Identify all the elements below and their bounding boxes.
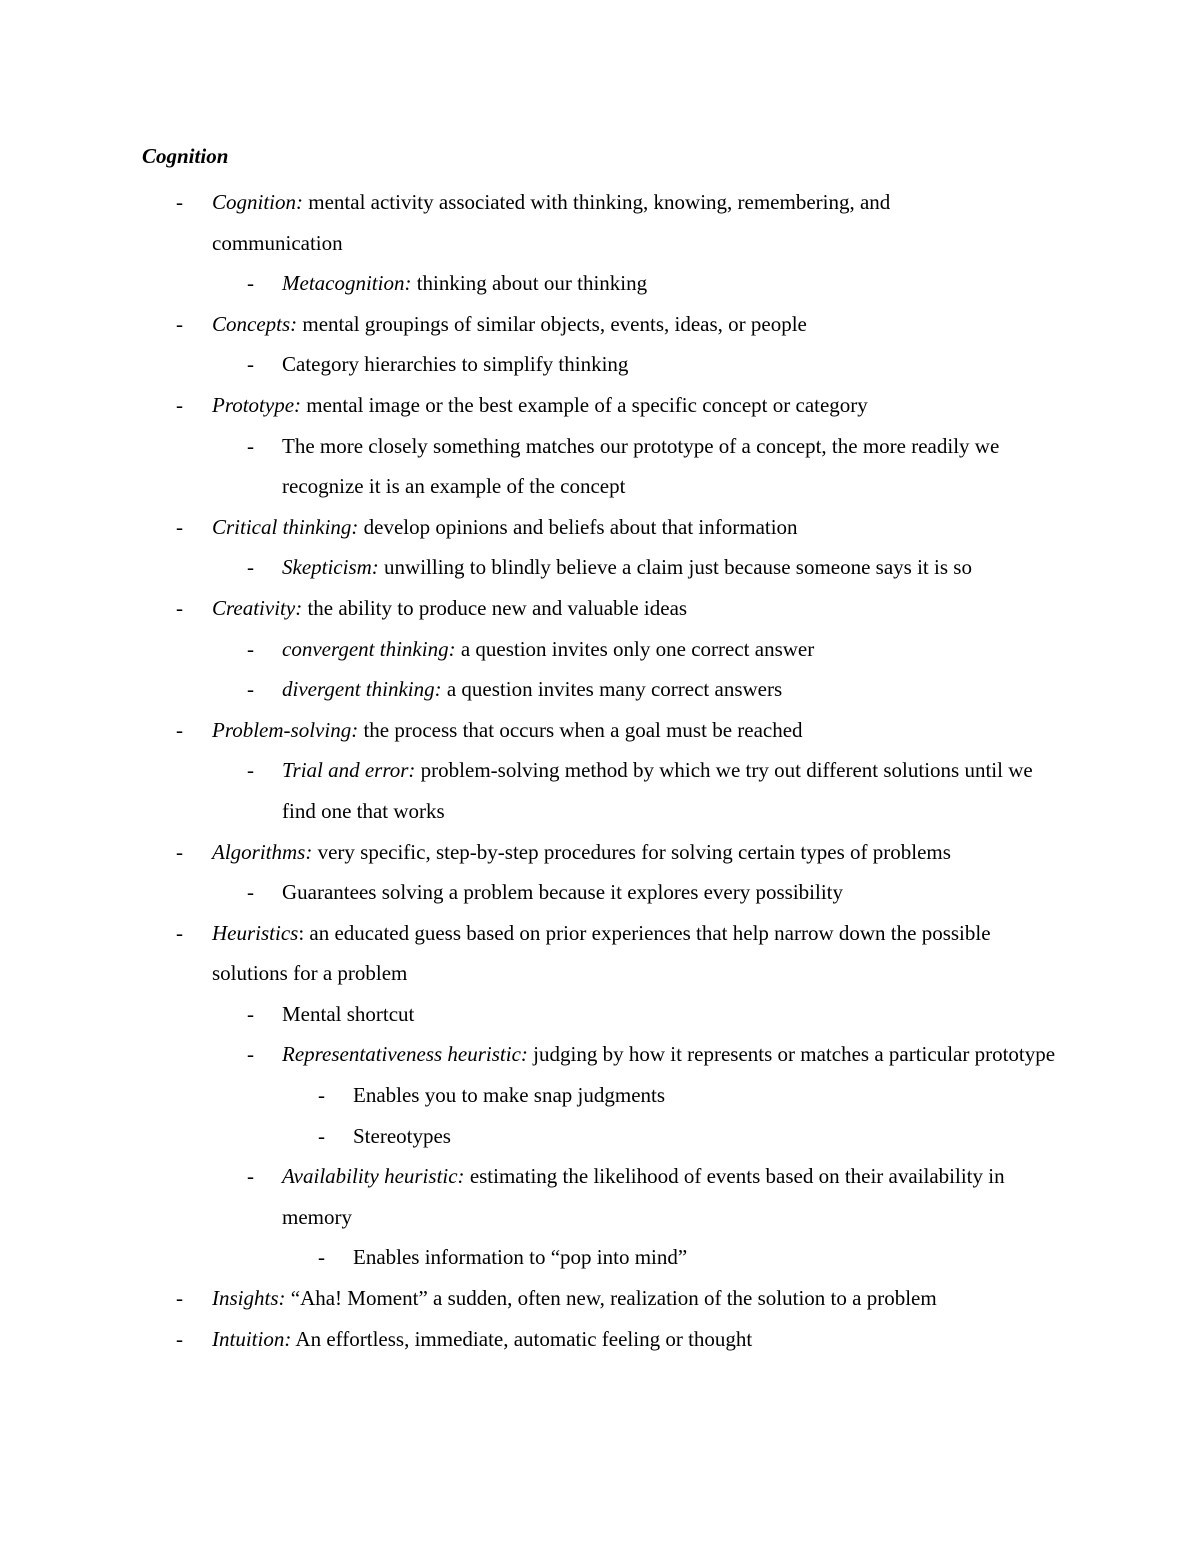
term: Intuition: xyxy=(212,1326,292,1351)
document-title: Cognition xyxy=(142,144,229,168)
list-item-prototype xyxy=(0,385,1012,426)
list-item-algorithms xyxy=(0,832,1062,873)
bullet-dash: - xyxy=(247,636,254,661)
list-item-category-hierarchies xyxy=(0,344,1062,385)
bullet-dash: - xyxy=(318,1245,325,1270)
definition: Stereotypes xyxy=(353,1123,451,1148)
bullet-dash: - xyxy=(176,1286,183,1311)
term: Creativity: xyxy=(212,595,303,620)
bullet-dash: - xyxy=(247,433,254,458)
bullet-dash: - xyxy=(247,555,254,580)
bullet-dash: - xyxy=(176,717,183,742)
definition: judging by how it represents or matches a particular prototype xyxy=(527,1042,1056,1067)
definition: Enables you to make snap judgments xyxy=(353,1083,666,1108)
definition: the ability to produce new and valuable ideas xyxy=(302,595,688,620)
list-item-intuition xyxy=(0,1319,1012,1360)
notes-list xyxy=(0,182,1200,1359)
definition: : an educated guess based on prior experiences that help narrow down the possible solutions for a problem xyxy=(212,920,991,986)
definition: mental image or the best example of a specific concept or category xyxy=(301,392,868,417)
bullet-dash: - xyxy=(176,190,183,214)
list-item-critical-thinking xyxy=(0,507,1012,548)
definition: Category hierarchies to simplify thinking xyxy=(282,352,629,377)
list-item-snap-judgments xyxy=(0,1075,1073,1116)
bullet-dash: - xyxy=(247,352,254,377)
term: Representativeness heuristic: xyxy=(282,1042,528,1067)
list-item-creativity xyxy=(0,588,1012,629)
bullet-dash: - xyxy=(247,1042,254,1067)
term: Insights: xyxy=(212,1286,286,1311)
term: Availability heuristic: xyxy=(282,1164,465,1189)
bullet-dash: - xyxy=(247,1164,254,1189)
bullet-dash: - xyxy=(176,392,183,417)
definition: Guarantees solving a problem because it explores every possibility xyxy=(282,880,844,905)
list-item-divergent-thinking xyxy=(0,669,1062,710)
bullet-dash: - xyxy=(247,677,254,702)
term: Prototype: xyxy=(212,392,302,417)
bullet-dash: - xyxy=(318,1083,325,1108)
bullet-dash: - xyxy=(247,271,254,296)
list-item-guarantees xyxy=(0,872,1062,913)
bullet-dash: - xyxy=(176,514,183,539)
list-item-prototype-match xyxy=(0,426,1062,507)
definition: Enables information to “pop into mind” xyxy=(353,1245,688,1270)
list-item-mental-shortcut xyxy=(0,994,1062,1035)
term: convergent thinking: xyxy=(282,636,456,661)
definition: thinking about our thinking xyxy=(411,271,648,296)
list-item-convergent-thinking xyxy=(0,629,1062,670)
list-item-heuristics xyxy=(0,913,1012,994)
term: Cognition: xyxy=(212,190,304,214)
list-item-cognition xyxy=(0,182,1012,263)
term: Trial and error: xyxy=(282,758,416,783)
definition: a question invites many correct answers xyxy=(441,677,783,702)
definition: estimating the likelihood of events based on their availability in memory xyxy=(282,1164,1005,1229)
definition: An effortless, immediate, automatic feeling or thought xyxy=(291,1326,753,1351)
list-item-representativeness-heuristic xyxy=(0,1034,1062,1075)
term: Skepticism: xyxy=(282,555,379,580)
bullet-dash: - xyxy=(176,595,183,620)
term: divergent thinking: xyxy=(282,677,442,702)
definition: mental groupings of similar objects, events, ideas, or people xyxy=(297,311,807,336)
definition: mental activity associated with thinking, knowing, remembering, and communication xyxy=(212,190,891,255)
bullet-dash: - xyxy=(176,311,183,336)
bullet-dash: - xyxy=(318,1123,325,1148)
definition: very specific, step-by-step procedures for solving certain types of problems xyxy=(312,839,951,864)
term: Concepts: xyxy=(212,311,298,336)
definition: Mental shortcut xyxy=(282,1001,415,1026)
list-item-metacognition xyxy=(0,263,1062,304)
definition: The more closely something matches our prototype of a concept, the more readily we recognize it is an example of the concept xyxy=(282,433,1000,499)
list-item-problem-solving xyxy=(0,710,1012,751)
bullet-dash: - xyxy=(176,1326,183,1351)
bullet-dash: - xyxy=(247,1001,254,1026)
term: Algorithms: xyxy=(212,839,313,864)
bullet-dash: - xyxy=(247,880,254,905)
definition: develop opinions and beliefs about that information xyxy=(358,514,798,539)
list-item-availability-heuristic xyxy=(0,1156,1062,1237)
bullet-dash: - xyxy=(247,758,254,783)
list-item-pop-into-mind xyxy=(0,1237,1073,1278)
definition: “Aha! Moment” a sudden, often new, realization of the solution to a problem xyxy=(285,1286,937,1311)
list-item-trial-and-error xyxy=(0,750,1062,831)
list-item-stereotypes xyxy=(0,1116,1073,1157)
definition: a question invites only one correct answer xyxy=(455,636,815,661)
definition: problem-solving method by which we try out different solutions until we find one that works xyxy=(282,758,1033,823)
term: Metacognition: xyxy=(282,271,412,296)
bullet-dash: - xyxy=(176,920,183,945)
term: Critical thinking: xyxy=(212,514,359,539)
list-item-insights xyxy=(0,1278,1042,1319)
term: Heuristics xyxy=(212,920,299,945)
definition: unwilling to blindly believe a claim just because someone says it is so xyxy=(378,555,972,580)
list-item-concepts xyxy=(0,304,1012,345)
definition: the process that occurs when a goal must be reached xyxy=(358,717,803,742)
term: Problem-solving: xyxy=(212,717,359,742)
list-item-skepticism xyxy=(0,547,1072,588)
bullet-dash: - xyxy=(176,839,183,864)
